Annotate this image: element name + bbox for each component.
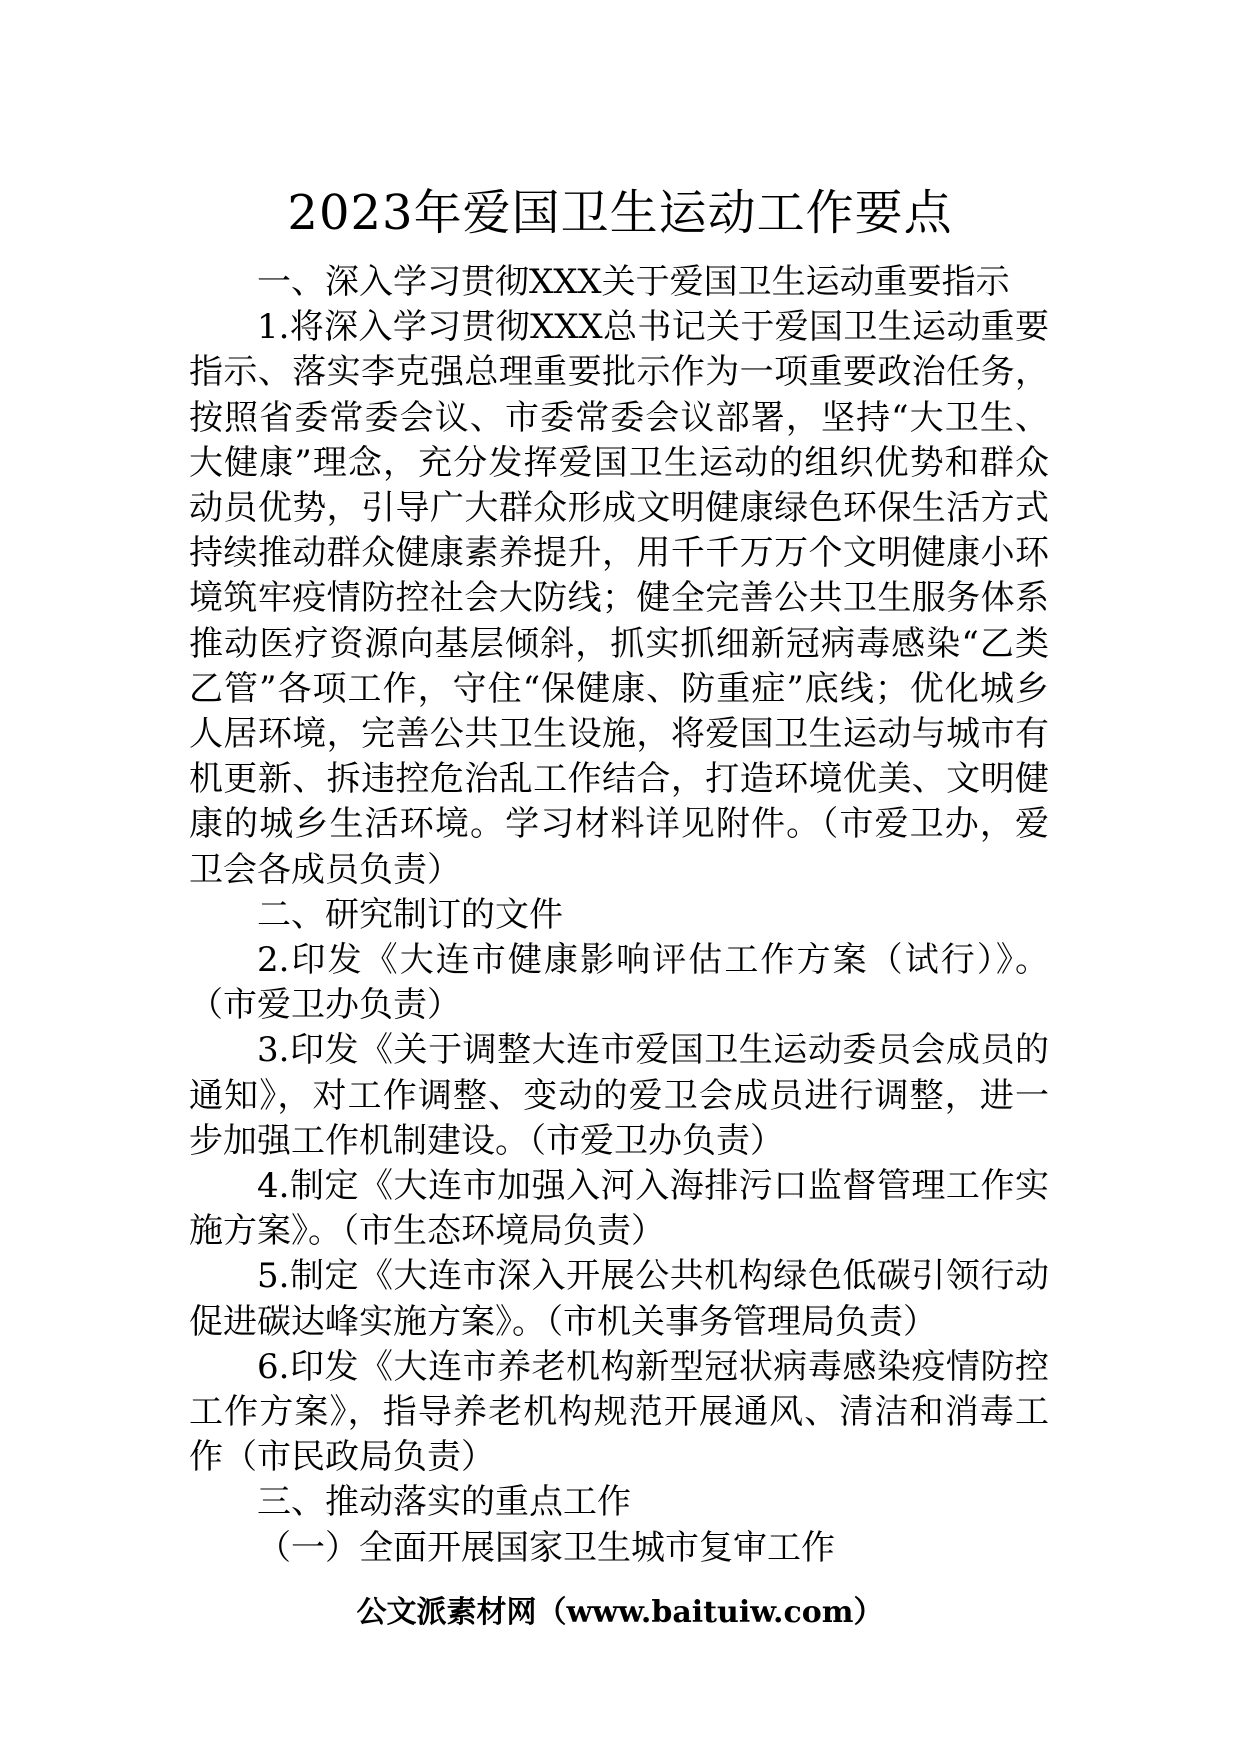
- paragraph-item-4: 4.制定《大连市加强入河入海排污口监督管理工作实施方案》。（市生态环境局负责）: [189, 1166, 1049, 1252]
- heading-section-3: 三、推动落实的重点工作: [257, 1482, 631, 1523]
- footer-watermark: 公文派素材网（www.baituiw.com）: [356, 1595, 884, 1630]
- document-body: [189, 260, 1049, 1571]
- heading-section-1: 一、深入学习贯彻XXX关于爱国卫生运动重要指示: [257, 262, 1010, 302]
- paragraph-item-1: 1.将深入学习贯彻XXX总书记关于爱国卫生运动重要指示、落实李克强总理重要批示作为一项重要政治任务，按照省委常委会议、市委常委会议部署，坚持“大卫生、大健康”理念，充分发挥爱国卫生运动的组织优势和群众动员优势，引导广大群众形成文明健康绿色环保生活方式持续推动群众健康素养提升，用千千万万个文明健康小环境筑牢疫情防控社会大防线；健全完善公共卫生服务体系推动医疗资源向基层倾斜，抓实抓细新冠病毒感染“乙类乙管”各项工作，守住“保健康、防重症”底线；优化城乡人居环境，完善公共卫生设施，将爱国卫生运动与城市有机更新、拆违控危治乱工作结合，打造环境优美、文明健康的城乡生活环境。学习材料详见附件。（市爱卫办，爱卫会各成员负责）: [189, 307, 1049, 890]
- paragraph-item-5: 5.制定《大连市深入开展公共机构绿色低碳引领行动促进碳达峰实施方案》。（市机关事务管理局负责）: [189, 1256, 1049, 1342]
- paragraph-item-2: 2.印发《大连市健康影响评估工作方案（试行）》。（市爱卫办负责）: [189, 940, 1049, 1026]
- heading-subsection-1: （一）全面开展国家卫生城市复审工作: [257, 1527, 835, 1568]
- paragraph-item-6: 6.印发《大连市养老机构新型冠状病毒感染疫情防控工作方案》，指导养老机构规范开展通风、清洁和消毒工作（市民政局负责）: [189, 1346, 1049, 1478]
- paragraph-item-3: 3.印发《关于调整大连市爱国卫生运动委员会成员的通知》，对工作调整、变动的爱卫会成员进行调整，进一步加强工作机制建设。（市爱卫办负责）: [189, 1030, 1049, 1161]
- document-title: 2023年爱国卫生运动工作要点: [287, 185, 953, 241]
- heading-section-2: 二、研究制订的文件: [257, 894, 563, 935]
